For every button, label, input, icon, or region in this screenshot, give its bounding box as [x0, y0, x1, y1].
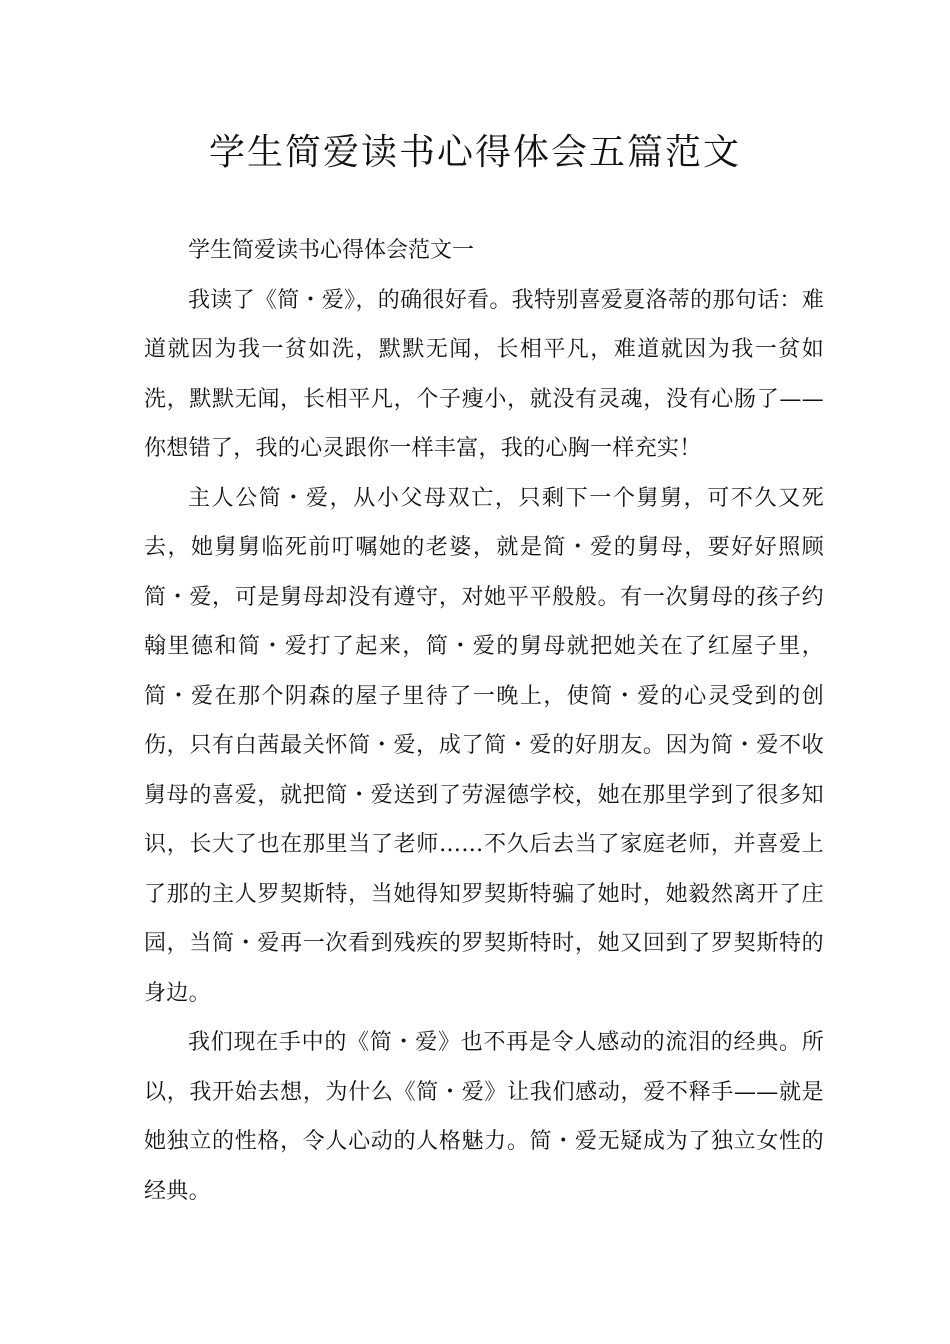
document-body	[144, 226, 824, 1216]
paragraph-3: 我们现在手中的《简・爱》也不再是令人感动的流泪的经典。所以，我开始去想，为什么《简・爱》让我们感动，爱不释手——就是她独立的性格，令人心动的人格魅力。简・爱无疑成为了独立女性的经典。	[144, 1030, 824, 1204]
paragraph-1: 我读了《简・爱》，的确很好看。我特别喜爱夏洛蒂的那句话：难道就因为我一贫如洗，默默无闻，长相平凡，难道就因为我一贫如洗，默默无闻，长相平凡，个子瘦小，就没有灵魂，没有心肠了——你想错了，我的心灵跟你一样丰富，我的心胸一样充实！	[144, 287, 824, 461]
document-title: 学生简爱读书心得体会五篇范文	[208, 132, 741, 173]
section-heading: 学生简爱读书心得体会范文一	[188, 238, 475, 263]
paragraph-2: 主人公简・爱，从小父母双亡，只剩下一个舅舅，可不久又死去，她舅舅临死前叮嘱她的老婆，就是简・爱的舅母，要好好照顾简・爱，可是舅母却没有遵守，对她平平般般。有一次舅母的孩子约翰里德和简・爱打了起来，简・爱的舅母就把她关在了红屋子里，简・爱在那个阴森的屋子里待了一晚上，使简・爱的心灵受到的创伤，只有白茜最关怀简・爱，成了简・爱的好朋友。因为简・爱不收舅母的喜爱，就把简・爱送到了劳渥德学校，她在那里学到了很多知识，长大了也在那里当了老师……不久后去当了家庭老师，并喜爱上了那的主人罗契斯特，当她得知罗契斯特骗了她时，她毅然离开了庄园，当简・爱再一次看到残疾的罗契斯特时，她又回到了罗契斯特的身边。	[144, 485, 824, 1006]
